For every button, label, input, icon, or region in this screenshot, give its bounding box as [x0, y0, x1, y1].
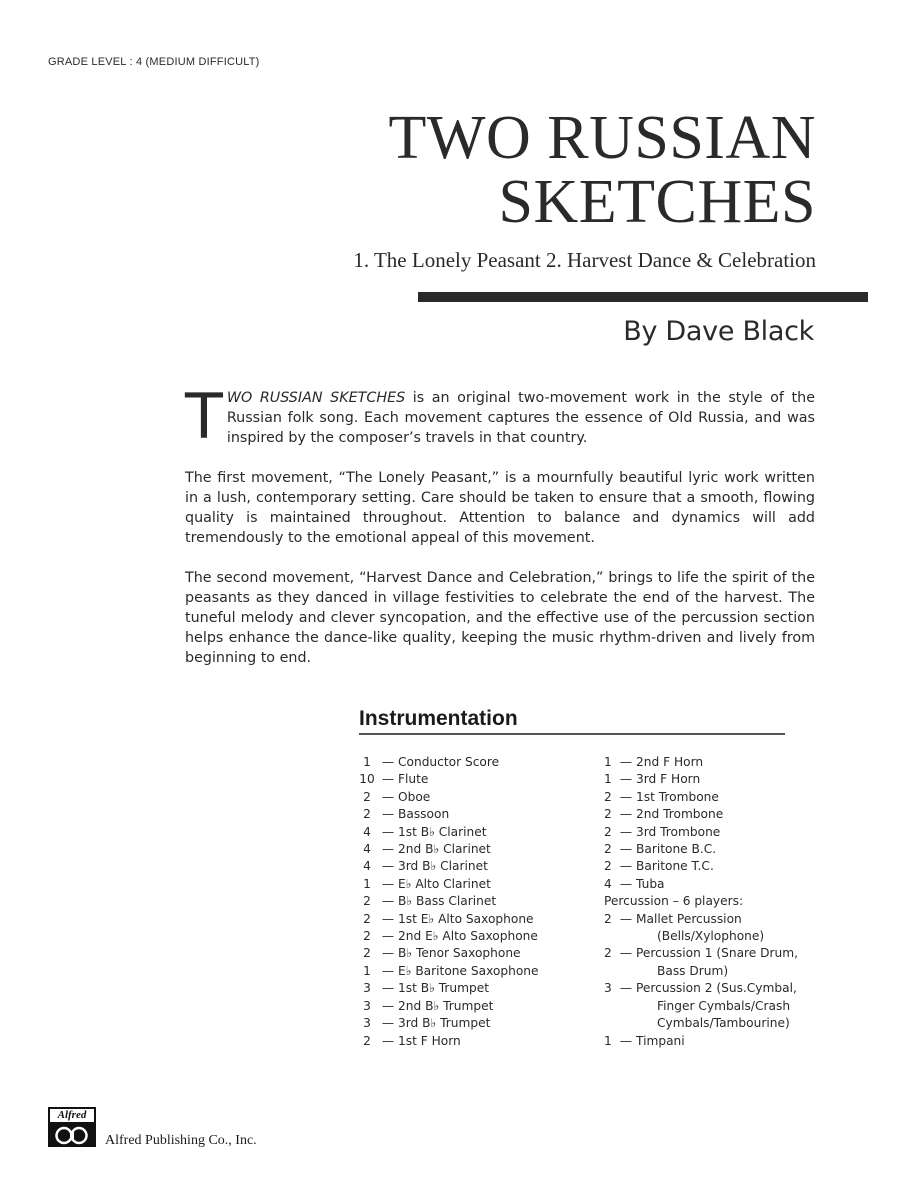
instrument-continuation: (Bells/Xylophone) — [657, 929, 765, 944]
instrument-list-left — [356, 754, 539, 1050]
instrument-name: 3rd Trombone — [636, 824, 721, 839]
dash: — — [619, 807, 633, 822]
instrument-item — [356, 893, 539, 910]
instrument-name: Mallet Percussion — [636, 911, 742, 926]
instrument-item — [604, 911, 798, 928]
instrument-quantity: 1 — [604, 755, 612, 769]
dash: — — [619, 824, 633, 839]
instrument-item — [604, 754, 798, 771]
instrument-item — [356, 876, 539, 893]
instrument-name: 2nd E♭ Alto Saxophone — [398, 929, 538, 944]
dash: — — [381, 946, 395, 961]
instrument-name: Percussion 2 (Sus.Cymbal, — [636, 981, 797, 996]
instrument-list-right — [604, 754, 798, 1050]
dash: — — [381, 1033, 395, 1048]
instrument-name: Timpani — [636, 1033, 685, 1048]
instrument-name: 1st Trombone — [636, 789, 719, 804]
publisher-name: Alfred Publishing Co., Inc. — [105, 1133, 257, 1148]
grade-level: GRADE LEVEL : 4 (MEDIUM DIFFICULT) — [48, 56, 260, 68]
instrument-quantity: 2 — [604, 842, 612, 857]
instrument-name: Baritone B.C. — [636, 842, 717, 857]
instrument-name: Oboe — [398, 789, 431, 804]
instrument-continuation: Bass Drum) — [657, 963, 729, 978]
dash: — — [381, 929, 395, 944]
instrument-quantity: 2 — [604, 824, 612, 839]
instrument-quantity: 10 — [359, 772, 375, 787]
instrument-name: Baritone T.C. — [636, 859, 714, 874]
instrument-item — [604, 876, 798, 893]
instrument-quantity: 2 — [363, 1033, 371, 1048]
dash: — — [381, 859, 395, 874]
instrument-quantity: 2 — [363, 789, 371, 804]
dash: — — [381, 755, 395, 769]
instrument-item — [356, 980, 539, 997]
instrument-item — [356, 824, 539, 841]
instrument-item — [356, 963, 539, 980]
instrument-name: B♭ Bass Clarinet — [398, 894, 497, 909]
instrument-item — [604, 945, 798, 962]
instrument-quantity: 2 — [363, 894, 371, 909]
dash: — — [381, 981, 395, 996]
instrument-name: 1st E♭ Alto Saxophone — [398, 911, 534, 926]
instrument-quantity: 2 — [604, 789, 612, 804]
instrumentation-divider — [359, 733, 785, 735]
instrument-item — [356, 789, 539, 806]
instrument-item — [604, 789, 798, 806]
percussion-header: Percussion – 6 players: — [604, 894, 744, 909]
instrument-name: B♭ Tenor Saxophone — [398, 946, 521, 961]
dash: — — [619, 755, 633, 769]
dash: — — [619, 876, 633, 891]
dash: — — [381, 998, 395, 1013]
instrument-item — [356, 771, 539, 788]
dash: — — [619, 1033, 633, 1048]
instrument-name: Bassoon — [398, 807, 450, 822]
instrument-quantity: 1 — [363, 876, 371, 891]
instrument-quantity: 2 — [604, 859, 612, 874]
dash: — — [619, 911, 633, 926]
instrument-quantity: 1 — [604, 772, 612, 787]
dash: — — [381, 963, 395, 978]
dash: — — [381, 1016, 395, 1031]
alfred-logo — [48, 1107, 96, 1147]
dash: — — [381, 772, 395, 787]
instrument-item — [356, 858, 539, 875]
dash: — — [381, 894, 395, 909]
title-line-1: TWO RUSSIAN — [388, 104, 816, 172]
instrument-name: 2nd F Horn — [636, 755, 704, 769]
instrument-continuation: Cymbals/Tambourine) — [657, 1016, 790, 1031]
instrument-quantity: 3 — [363, 998, 371, 1013]
dash: — — [619, 789, 633, 804]
instrument-name: Conductor Score — [398, 755, 500, 769]
instrument-name: 3rd F Horn — [636, 772, 701, 787]
instrument-item — [604, 806, 798, 823]
instrument-quantity: 4 — [363, 824, 371, 839]
description-paragraph-2: The first movement, “The Lonely Peasant,” is a mournfully beautiful lyric work written in a lush, contemporary setting. Care should be taken to ensure that a smooth, flowing quality is maintained throughout. Attention to balance and dynamics will add tremendously to the emotional appeal of this movement. — [185, 470, 815, 546]
instrument-quantity: 2 — [363, 807, 371, 822]
instrument-name: E♭ Alto Clarinet — [398, 876, 491, 891]
instrument-item — [356, 841, 539, 858]
instrument-name: Flute — [398, 772, 429, 787]
instrument-item — [356, 806, 539, 823]
instrument-quantity: 3 — [363, 981, 371, 996]
instrument-quantity: 2 — [363, 946, 371, 961]
instrument-item — [604, 841, 798, 858]
dash: — — [381, 876, 395, 891]
title-line-2: SKETCHES — [498, 168, 816, 236]
subtitle: 1. The Lonely Peasant 2. Harvest Dance & Celebration — [353, 248, 816, 272]
instrumentation-heading: Instrumentation — [359, 707, 518, 730]
instrument-quantity: 3 — [363, 1016, 371, 1031]
instrument-name: 2nd B♭ Trumpet — [398, 998, 494, 1013]
instrument-item — [356, 998, 539, 1015]
instrument-name: 3rd B♭ Clarinet — [398, 859, 488, 874]
instrument-item — [604, 1033, 798, 1050]
instrument-name: Percussion 1 (Snare Drum, — [636, 946, 799, 961]
description-paragraph-3: The second movement, “Harvest Dance and Celebration,” brings to life the spirit of the peasants as they danced in village festivities to celebrate the end of the harvest. The tuneful melody and clever syncopation, and the effective use of the percussion section helps enhance the dance-like quality, keeping the music rhythm-driven and lively from beginning to end. — [185, 570, 815, 666]
title-divider — [418, 292, 868, 302]
instrument-item — [356, 911, 539, 928]
page-title — [389, 106, 816, 234]
byline: By Dave Black — [623, 316, 814, 347]
instrument-item — [356, 754, 539, 771]
paragraph-1-text: is an original two-movement work in the style of the Russian folk song. Each movement captures the essence of Old Russia, and was inspired by the composer’s travels in that country. — [226, 390, 815, 446]
instrument-item — [356, 1015, 539, 1032]
instrument-name: 1st B♭ Clarinet — [398, 824, 487, 839]
logo-text: Alfred — [50, 1109, 94, 1124]
instrument-quantity: 2 — [363, 911, 371, 926]
instrument-name: 1st B♭ Trumpet — [398, 981, 490, 996]
instrument-name: E♭ Baritone Saxophone — [398, 963, 539, 978]
work-title-italic: WO RUSSIAN SKETCHES — [226, 390, 406, 406]
instrument-quantity: 1 — [363, 963, 371, 978]
logo-monogram-icon — [54, 1126, 90, 1145]
dash: — — [619, 859, 633, 874]
instrument-quantity: 2 — [604, 807, 612, 822]
dash: — — [381, 842, 395, 857]
instrument-quantity: 2 — [604, 946, 612, 961]
instrument-name: 2nd Trombone — [636, 807, 724, 822]
dash: — — [619, 946, 633, 961]
dash: — — [381, 824, 395, 839]
instrument-quantity: 2 — [363, 929, 371, 944]
description-paragraph-1 — [185, 380, 815, 453]
dash: — — [619, 842, 633, 857]
dash: — — [381, 911, 395, 926]
instrument-item — [604, 858, 798, 875]
instrument-item — [356, 1033, 539, 1050]
dash: — — [381, 789, 395, 804]
logo-mark — [50, 1124, 94, 1147]
instrument-item — [604, 771, 798, 788]
instrument-quantity: 1 — [363, 755, 371, 769]
instrument-quantity: 4 — [363, 842, 371, 857]
instrument-item — [604, 824, 798, 841]
instrument-quantity: 1 — [604, 1033, 612, 1048]
instrument-item — [604, 980, 798, 997]
instrument-name: 3rd B♭ Trumpet — [398, 1016, 491, 1031]
instrument-item — [356, 928, 539, 945]
instrument-continuation: Finger Cymbals/Crash — [657, 998, 791, 1013]
description — [185, 380, 815, 688]
dash: — — [381, 807, 395, 822]
instrument-quantity: 4 — [363, 859, 371, 874]
instrument-name: 1st F Horn — [398, 1033, 461, 1048]
instrument-quantity: 4 — [604, 876, 612, 891]
instrument-quantity: 2 — [604, 911, 612, 926]
dash: — — [619, 981, 633, 996]
drop-cap: T — [185, 380, 223, 453]
instrument-name: 2nd B♭ Clarinet — [398, 842, 491, 857]
instrument-name: Tuba — [636, 876, 665, 891]
instrument-item — [356, 945, 539, 962]
dash: — — [619, 772, 633, 787]
instrument-quantity: 3 — [604, 981, 612, 996]
